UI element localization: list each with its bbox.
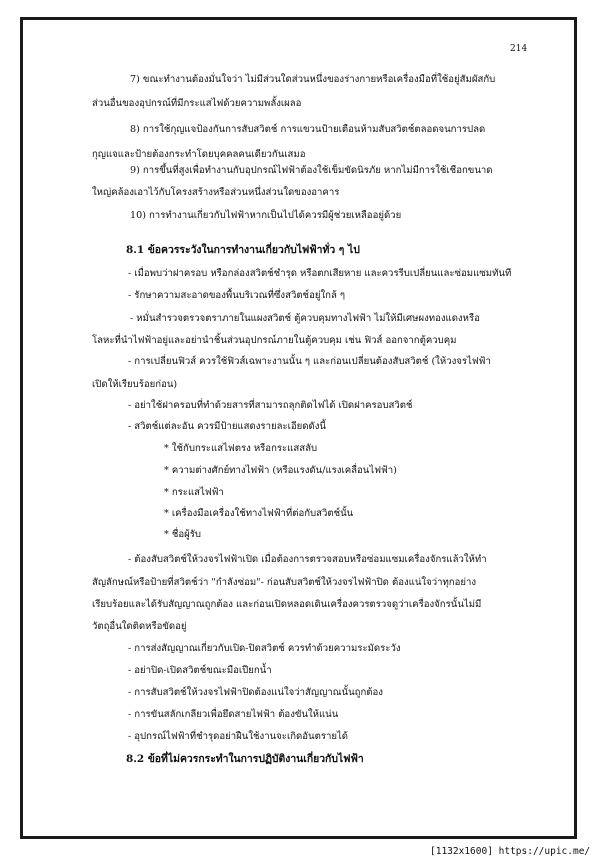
text-line: - การเปลี่ยนฟิวส์ ควรใช้ฟิวส์เฉพาะงานนั้น ๆ และก่อนเปลี่ยนต้องสับสวิตช์ (ให้วงจรไฟฟ้า	[128, 356, 491, 367]
watermark: [1132x1600] https://upic.me/	[430, 846, 591, 857]
text-line: - อย่าใช้ฝาครอบที่ทำด้วยสารที่สามารถลุกติดไฟได้ เปิดฝาครอบสวิตช์	[128, 400, 413, 411]
text-line: โลหะที่นำไฟฟ้าอยู่และอย่านำชิ้นส่วนอุปกรณ์ภายในตู้ควบคุม เช่น ฟิวส์ ออกจากตู้ควบคุม	[92, 335, 457, 346]
text-line: 8) การใช้กุญแจป้องกันการสับสวิตช์ การแขวนป้ายเตือนห้ามสับสวิตช์ตลอดจนการปลด	[130, 124, 486, 135]
section-heading-8-2: 8.2 ข้อที่ไม่ควรกระทำในการปฏิบัติงานเกี่ยวกับไฟฟ้า	[126, 753, 364, 765]
text-line: - การส่งสัญญาณเกี่ยวกับเปิด-ปิดสวิตช์ ควรทำด้วยความระมัดระวัง	[128, 643, 401, 654]
text-line: ใหญ่คล้องเอาไว้กับโครงสร้างหรือส่วนหนึ่งส่วนใดของอาคาร	[92, 187, 340, 198]
text-line: - เมื่อพบว่าฝาครอบ หรือกล่องสวิตช์ชำรุด หรือตกเสียหาย และควรรีบเปลี่ยนและซ่อมแซมทันที	[128, 268, 512, 279]
text-line: - รักษาความสะอาดของพื้นบริเวณที่ซึ่งสวิตช์อยู่ใกล้ ๆ	[128, 290, 346, 301]
list-item: * ความต่างศักย์ทางไฟฟ้า (หรือแรงดัน/แรงเคลื่อนไฟฟ้า)	[164, 465, 397, 476]
text-line: สัญลักษณ์หรือป้ายที่สวิตช์ว่า "กำลังซ่อม"- ก่อนสับสวิตช์ให้วงจรไฟฟ้าปิด ต้องแน่ใจว่าทุกอย่าง	[92, 577, 477, 588]
text-line: - สวิตช์แต่ละอัน ควรมีป้ายแสดงรายละเอียดดังนี้	[128, 421, 326, 432]
text-line: กุญแจและป้ายต้องกระทำโดยบุคคลคนเดียวกันเสมอ	[92, 149, 306, 160]
text-line: 7) ขณะทำงานต้องมั่นใจว่า ไม่มีส่วนใดส่วนหนึ่งของร่างกายหรือเครื่องมือที่ใช้อยู่สัมผัสกับ	[130, 74, 496, 85]
text-line: - การสับสวิตช์ให้วงจรไฟฟ้าปิดต้องแน่ใจว่าสัญญาณนั้นถูกต้อง	[128, 687, 383, 698]
list-item: * กระแสไฟฟ้า	[164, 487, 224, 498]
text-line: วัตถุอื่นใดติดหรือขัดอยู่	[92, 621, 187, 632]
text-line: เรียบร้อยและได้รับสัญญาณถูกต้อง และก่อนเปิดหลอดเดินเครื่องควรตรวจดูว่าเครื่องจักรนั้นไม่มี	[92, 599, 482, 610]
text-line: เปิดให้เรียบร้อยก่อน)	[92, 379, 178, 390]
list-item: * ชื่อผู้รับ	[164, 529, 201, 540]
page-number: 214	[510, 44, 528, 54]
text-line: - การขันสลักเกลียวเพื่อยึดสายไฟฟ้า ต้องขันให้แน่น	[128, 709, 339, 720]
section-heading-8-1: 8.1 ข้อควรระวังในการทำงานเกี่ยวกับไฟฟ้าทั่ว ๆ ไป	[126, 244, 360, 256]
text-line: - อย่าปิด-เปิดสวิตช์ขณะมือเปียกน้ำ	[128, 665, 272, 676]
text-line: - หมั่นสำรวจตรวจตราภายในแผงสวิตช์ ตู้ควบคุมทางไฟฟ้า ไม่ให้มีเศษผงทองแดงหรือ	[130, 313, 480, 324]
text-line: - ต้องสับสวิตช์ให้วงจรไฟฟ้าเปิด เมื่อต้องการตรวจสอบหรือซ่อมแซมเครื่องจักรแล้วให้ทำ	[128, 554, 487, 565]
list-item: * เครื่องมือเครื่องใช้ทางไฟฟ้าที่ต่อกับสวิตช์นั้น	[164, 508, 354, 519]
text-line: ส่วนอื่นของอุปกรณ์ที่มีกระแสไฟด้วยความพลั้งเผลอ	[92, 98, 302, 109]
text-line: - อุปกรณ์ไฟฟ้าที่ชำรุดอย่าฝืนใช้งานจะเกิดอันตรายได้	[128, 731, 349, 742]
list-item: * ใช้กับกระแสไฟตรง หรือกระแสสลับ	[164, 443, 318, 454]
text-line: 10) การทำงานเกี่ยวกับไฟฟ้าหากเป็นไปได้ควรมีผู้ช่วยเหลืออยู่ด้วย	[130, 210, 402, 221]
text-line: 9) การขึ้นที่สูงเพื่อทำงานกับอุปกรณ์ไฟฟ้าต้องใช้เข็มขัดนิรภัย หากไม่มีการใช้เชือกขนาด	[130, 165, 493, 176]
